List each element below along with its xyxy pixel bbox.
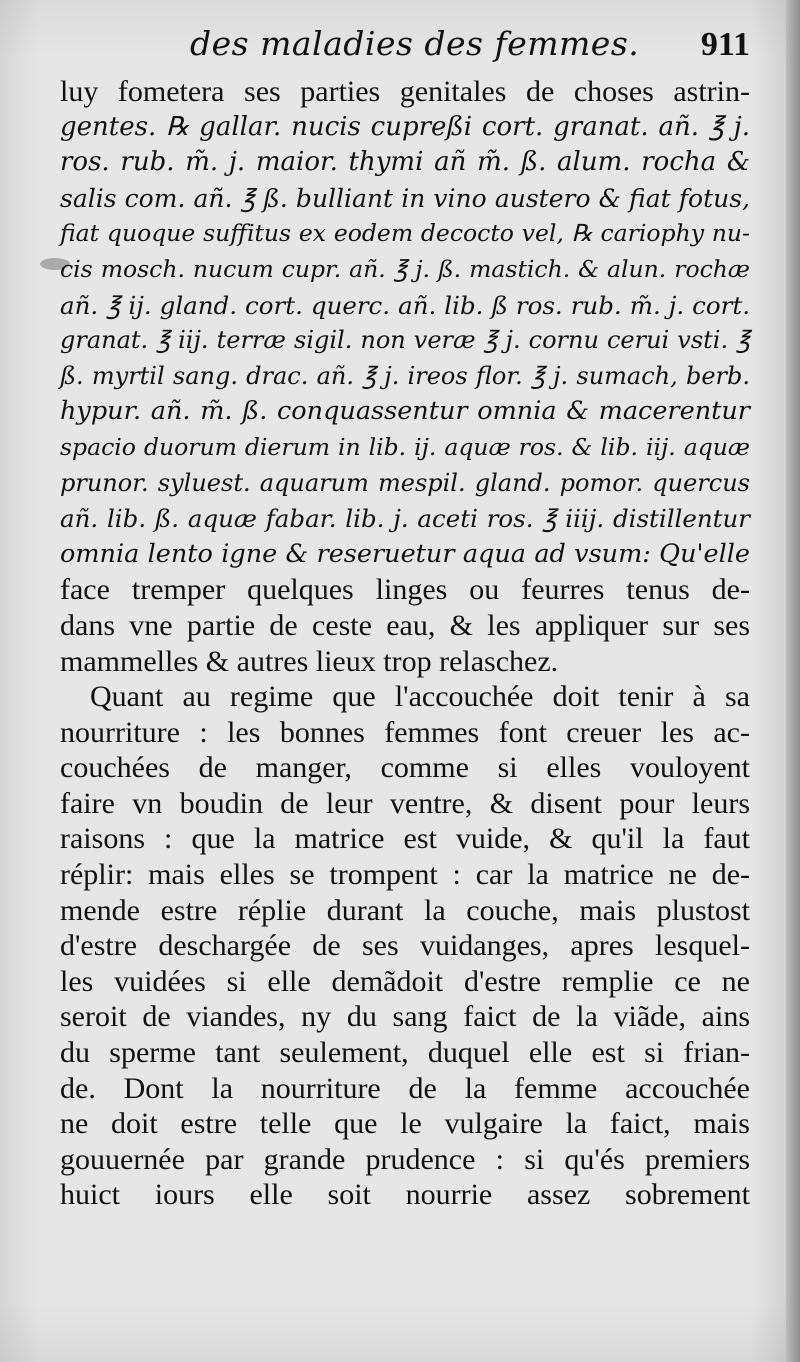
text-line: salis com. añ. ℥ ß. bulliant in vino austero & fiat fotus,	[60, 183, 750, 213]
text-line: raisons : que la matrice est vuide, & qu'il la faut	[60, 822, 750, 856]
text-line: gentes. ℞ gallar. nucis cupreßi cort. granat. añ. ℥ j.	[60, 111, 750, 142]
text-line: añ. ℥ ij. gland. cort. querc. añ. lib. ß ros. rub. m̃. j. cort.	[60, 290, 750, 320]
text-line: gouuernée par grande prudence : si qu'és premiers	[60, 1142, 750, 1176]
text-line: de. Dont la nourriture de la femme accouchée	[60, 1071, 750, 1105]
text-line: du sperme tant seulement, duquel elle est si frian-	[60, 1036, 750, 1070]
text-line: ros. rub. m̃. j. maior. thymi añ m̃. ß. alum. rocha &	[60, 147, 750, 178]
text-line: couchées de manger, comme si elles vouloyent	[60, 751, 750, 785]
text-line: mende estre réplie durant la couche, mais plustost	[60, 893, 750, 927]
text-line: dans vne partie de ceste eau, & les appliquer sur ses	[60, 608, 750, 642]
text-line: les vuidées si elle demãdoit d'estre remplie ce ne	[60, 964, 750, 998]
text-line: seroit de viandes, ny du sang faict de la viãde, ains	[60, 1000, 750, 1034]
text-line: omnia lento igne & reseruetur aqua ad vsum: Qu'elle	[60, 538, 750, 569]
text-line: spacio duorum dierum in lib. ij. aquæ ros. & lib. iij. aquæ	[60, 432, 750, 461]
text-line: cis mosch. nucum cupr. añ. ℥ j. ß. mastich. & alun. rochæ	[60, 254, 750, 283]
text-line: mammelles & autres lieux trop relaschez.	[60, 644, 559, 678]
text-line: Quant au regime que l'accouchée doit tenir à sa	[90, 680, 750, 714]
text-line: d'estre deschargée de ses vuidanges, apres lesquel-	[60, 929, 750, 963]
page-edge-shadow	[786, 0, 800, 1362]
running-title: des maladies des femmes.	[190, 24, 640, 63]
page-number: 911	[700, 26, 750, 63]
text-line: granat. ℥ iij. terræ sigil. non veræ ℥ j. cornu cerui vsti. ℥	[60, 326, 750, 355]
text-line: faire vn boudin de leur ventre, & disent pour leurs	[60, 786, 750, 820]
text-line: fiat quoque suffitus ex eodem decocto vel, ℞ cariophy nu-	[60, 219, 750, 248]
text-line: ne doit estre telle que le vulgaire la faict, mais	[60, 1107, 750, 1141]
text-line: prunor. syluest. aquarum mespil. gland. pomor. quercus	[60, 468, 750, 497]
text-line: huict iours elle soit nourrie assez sobrement	[60, 1178, 750, 1212]
text-line: ß. myrtil sang. drac. añ. ℥ j. ireos flor. ℥ j. sumach, berb.	[60, 361, 750, 390]
text-line: añ. lib. ß. aquæ fabar. lib. j. aceti ros. ℥ iiij. distillentur	[60, 504, 750, 534]
text-line: luy fometera ses parties genitales de choses astrin-	[60, 75, 750, 108]
text-line: nourriture : les bonnes femmes font creuer les ac-	[60, 715, 750, 749]
text-line: réplir: mais elles se trompent : car la matrice ne de-	[60, 858, 750, 892]
body-text	[60, 74, 750, 1213]
text-line: face tremper quelques linges ou feurres tenus de-	[60, 573, 750, 607]
page-header	[60, 22, 750, 72]
text-line: hypur. añ. m̃. ß. conquassentur omnia & macerentur	[60, 396, 750, 427]
